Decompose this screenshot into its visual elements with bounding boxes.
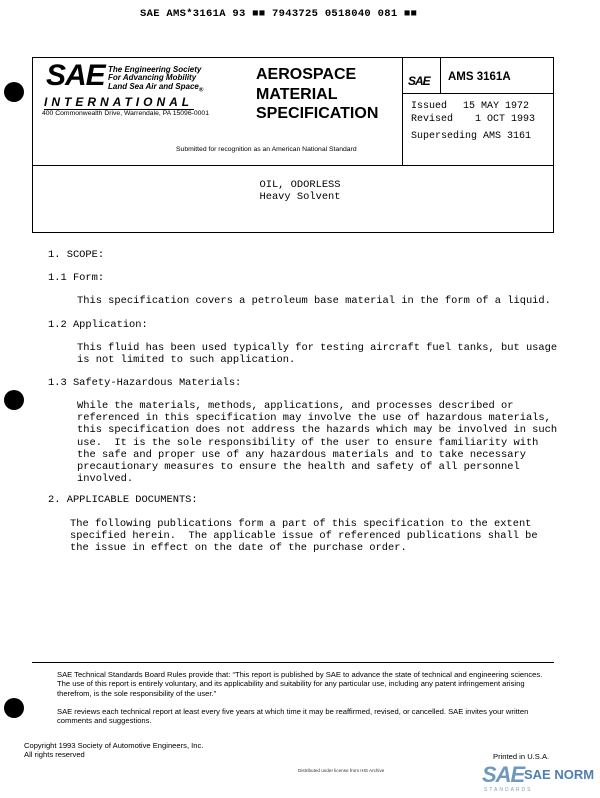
section-1-heading: 1. SCOPE: (48, 249, 105, 261)
sae-norm-watermark (480, 762, 598, 796)
section-2-heading: 2. APPLICABLE DOCUMENTS: (48, 494, 198, 506)
revised-row (411, 114, 535, 126)
bottom-small-print: Distributed under license from IHS Archive (298, 768, 385, 773)
header-divider (32, 165, 554, 166)
footer-policy: SAE Technical Standards Board Rules provide that: “This report is published by SAE to advance the state of technical and engineering sciences. The use of this report is entirely voluntary, and its applicability and suitability for any particular use, including any patent infringement arising therefrom, is the sole responsibility of the user.” (57, 670, 543, 698)
section-1-2-text: This fluid has been used typically for testing aircraft fuel tanks, but usage is not limited to such application. (77, 342, 558, 367)
spec-box-divider (402, 57, 403, 165)
spec-sae-logo: SAE (408, 74, 430, 88)
org-name-line-3: Land Sea Air and Space$_®$ (108, 81, 204, 94)
scan-header: SAE AMS*3161A 93 ■■ 7943725 0518040 081 ■■ (140, 8, 418, 20)
org-name-line-2: For Advancing Mobility (108, 73, 197, 83)
recognition-note: Submitted for recognition as an American National Standard (176, 146, 357, 153)
registered-mark: ® (198, 87, 204, 94)
watermark-logo: SAE (482, 762, 525, 787)
doc-type-line-1: AEROSPACE (256, 66, 357, 83)
punch-hole-middle (4, 390, 24, 410)
punch-hole-bottom (4, 698, 24, 718)
watermark-sub: STANDARDS (484, 787, 533, 793)
org-address: 400 Commonwealth Drive, Warrendale, PA 15096-0001 (42, 110, 209, 117)
spec-number-underline (402, 93, 554, 94)
section-1-1-heading: 1.1 Form: (48, 272, 105, 284)
org-name (108, 66, 203, 95)
doc-type-line-3: SPECIFICATION (256, 105, 379, 122)
section-1-1-text: This specification covers a petroleum base material in the form of a liquid. (77, 295, 551, 307)
section-1-3-heading: 1.3 Safety-Hazardous Materials: (48, 377, 242, 389)
spec-number: AMS 3161A (448, 71, 511, 83)
punch-hole-top (4, 82, 24, 102)
footer-review: SAE reviews each technical report at least every five years at which time it may be reaffirmed, revised, or cancelled. SAE invites your written comments and suggestions. (57, 707, 529, 726)
spec-logo-divider (440, 57, 441, 93)
revised-date: 1 OCT 1993 (475, 114, 536, 125)
revised-label: Revised (411, 114, 454, 125)
doc-type (256, 65, 378, 124)
international-label: INTERNATIONAL (44, 95, 194, 109)
spec-title (0, 179, 600, 203)
spec-title-line-1: OIL, ODORLESS (259, 179, 341, 191)
org-name-line-1: The Engineering Society (108, 65, 202, 74)
sae-logo: SAE (46, 59, 105, 92)
superseding-note: Superseding AMS 3161 (411, 131, 532, 142)
section-1-3-text: While the materials, methods, applications, and processes described or referenced in this specification may involve the use of hazardous materials, this specification does not address the hazards which may be involved in such use. It is the sole responsibility of the user to ensure familiarity with the safe and proper use of any hazardous materials and to take necessary precautionary measures to ensure the health and safety of all personnel involved. (77, 400, 558, 486)
rights-reserved: All rights reserved (24, 750, 85, 759)
section-2-text: The following publications form a part of this specification to the extent specified herein. The applicable issue of referenced publications shall be the issue in effect on the date of the purchase order. (70, 518, 538, 555)
spec-title-line-2: Heavy Solvent (259, 191, 341, 203)
issued-label: Issued (411, 101, 448, 112)
watermark-text: SAE NORM (524, 767, 595, 782)
footer-rule (32, 662, 554, 663)
section-1-2-heading: 1.2 Application: (48, 319, 148, 331)
doc-type-line-2: MATERIAL (256, 85, 338, 103)
copyright: Copyright 1993 Society of Automotive Engineers, Inc. (24, 741, 204, 750)
issued-row (411, 101, 529, 113)
issued-date: 15 MAY 1972 (463, 101, 530, 112)
printed-in: Printed in U.S.A. (493, 752, 550, 761)
